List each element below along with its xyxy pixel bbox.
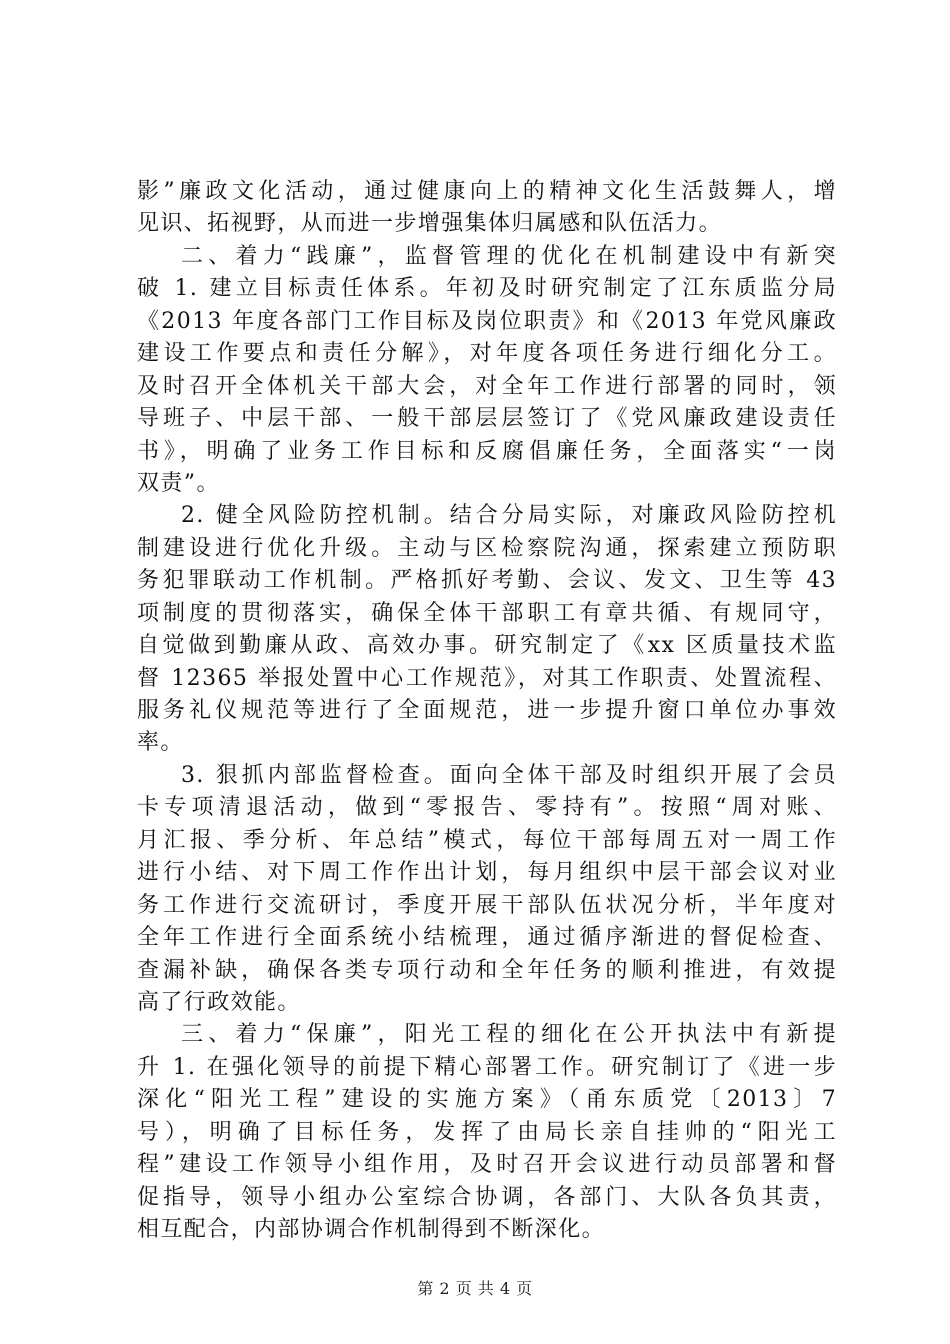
text-line: 自觉做到勤廉从政、高效办事。研究制定了《xx 区质量技术监 (137, 633, 837, 659)
text-line: 2. 健全风险防控机制。结合分局实际，对廉政风险防控机 (181, 503, 837, 529)
text-line: 项制度的贯彻落实，确保全体干部职工有章共循、有规同守， (137, 600, 837, 626)
text-line: 全年工作进行全面系统小结梳理，通过循序渐进的督促检查、 (137, 925, 837, 951)
text-line: 务工作进行交流研讨，季度开展干部队伍状况分析，半年度对 (137, 892, 837, 918)
text-line: 月汇报、季分析、年总结”模式，每位干部每周五对一周工作 (137, 827, 837, 853)
text-line: 号），明确了目标任务，发挥了由局长亲自挂帅的“阳光工 (137, 1119, 837, 1145)
body-text (137, 176, 837, 1246)
page-footer: 第 2 页 共 4 页 (417, 1279, 533, 1298)
text-line: 见识、拓视野，从而进一步增强集体归属感和队伍活力。 (137, 211, 723, 237)
text-line: 高了行政效能。 (137, 989, 301, 1015)
text-line: 务犯罪联动工作机制。严格抓好考勤、会议、发文、卫生等 43 (137, 568, 837, 594)
text-line: 建设工作要点和责任分解》，对年度各项任务进行细化分工。 (137, 341, 837, 367)
text-line: 促指导，领导小组办公室综合协调，各部门、大队各负其责， (137, 1184, 837, 1210)
text-line: 三、着力“保廉”，阳光工程的细化在公开执法中有新提 (181, 1022, 837, 1048)
text-line: 《2013 年度各部门工作目标及岗位职责》和《2013 年党风廉政 (137, 308, 837, 334)
text-line: 制建设进行优化升级。主动与区检察院沟通，探索建立预防职 (137, 535, 837, 561)
text-line: 导班子、中层干部、一般干部层层签订了《党风廉政建设责任 (137, 406, 837, 432)
text-line: 升 1. 在强化领导的前提下精心部署工作。研究制订了《进一步 (137, 1054, 837, 1080)
text-line: 进行小结、对下周工作作出计划，每月组织中层干部会议对业 (137, 860, 837, 886)
text-line: 影”廉政文化活动，通过健康向上的精神文化生活鼓舞人，增 (137, 179, 837, 204)
text-line: 书》，明确了业务工作目标和反腐倡廉任务，全面落实“一岗 (137, 438, 837, 464)
text-line: 程”建设工作领导小组作用，及时召开会议进行动员部署和督 (137, 1152, 837, 1178)
text-line: 查漏补缺，确保各类专项行动和全年任务的顺利推进，有效提 (137, 957, 837, 983)
text-line: 双责”。 (137, 470, 220, 496)
text-line: 深化“阳光工程”建设的实施方案》（甬东质党〔2013〕7 (137, 1087, 837, 1113)
text-line: 破 1. 建立目标责任体系。年初及时研究制定了江东质监分局 (137, 276, 837, 302)
text-line: 3. 狠抓内部监督检查。面向全体干部及时组织开展了会员 (181, 762, 837, 788)
text-line: 二、着力“践廉”，监督管理的优化在机制建设中有新突 (181, 243, 837, 269)
text-line: 率。 (137, 730, 184, 756)
text-line: 相互配合，内部协调合作机制得到不断深化。 (137, 1217, 606, 1242)
text-line: 服务礼仪规范等进行了全面规范，进一步提升窗口单位办事效 (137, 698, 837, 723)
text-line: 督 12365 举报处置中心工作规范》，对其工作职责、处置流程、 (137, 665, 837, 691)
text-line: 卡专项清退活动，做到“零报告、零持有”。按照“周对账、 (137, 795, 837, 821)
text-line: 及时召开全体机关干部大会，对全年工作进行部署的同时，领 (137, 373, 837, 399)
